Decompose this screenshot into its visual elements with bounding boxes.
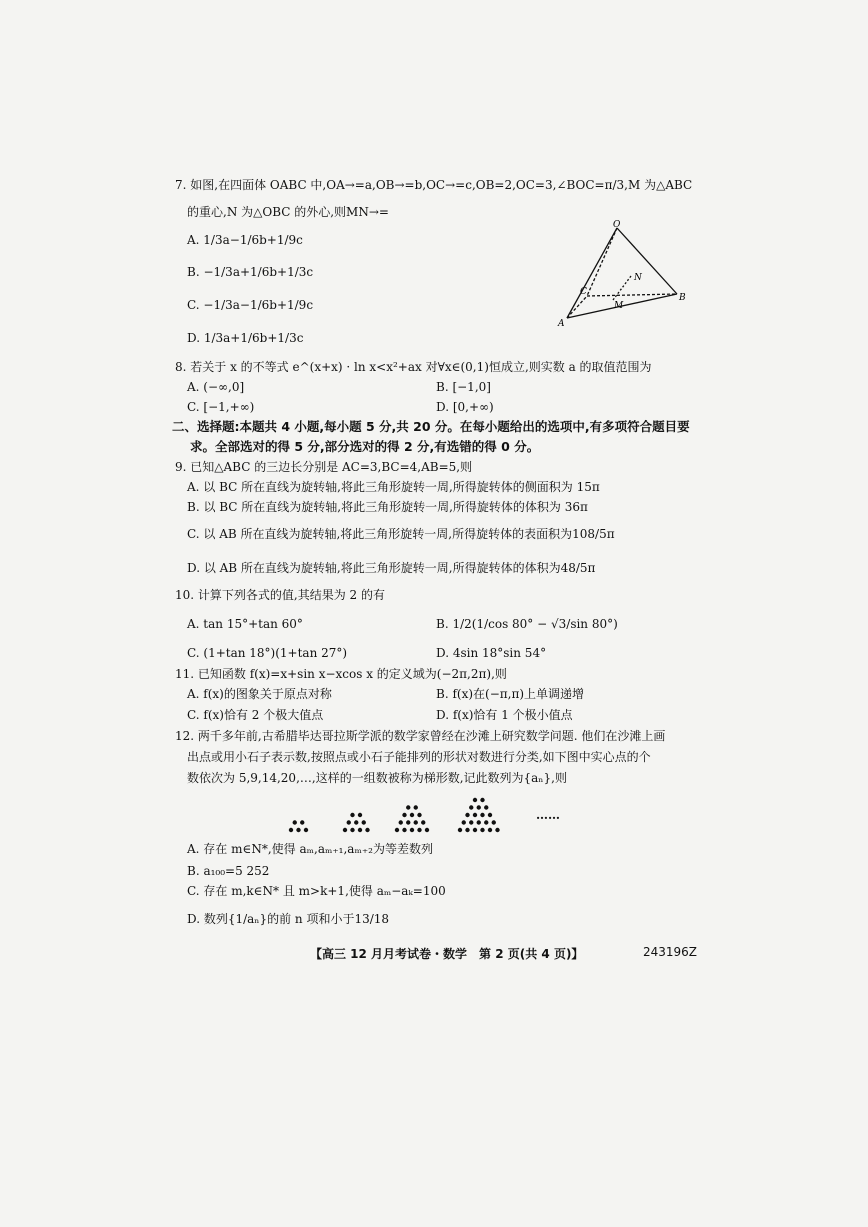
trapezoid-dots-figure (285, 786, 575, 836)
q9-option-c: C. 以 AB 所在直线为旋转轴,将此三角形旋转一周,所得旋转体的表面积为108/5π (187, 527, 615, 541)
dot (465, 828, 469, 832)
segment-mn (613, 276, 631, 300)
q11-option-c: C. f(x)恰有 2 个极大值点 (187, 708, 324, 722)
q8-option-b: B. [−1,0] (436, 380, 491, 394)
edge-oc (587, 228, 617, 296)
dot-figure-4 (458, 798, 500, 832)
q9-option-a: A. 以 BC 所在直线为旋转轴,将此三角形旋转一周,所得旋转体的侧面积为 15π (187, 480, 600, 494)
q8-option-d: D. [0,+∞) (436, 400, 494, 414)
dot (473, 813, 477, 817)
dot (417, 828, 421, 832)
dot (458, 828, 462, 832)
q11-option-b: B. f(x)在(−π,π)上单调递增 (436, 687, 585, 701)
dot (293, 820, 297, 824)
dot (484, 805, 488, 809)
dot (354, 820, 358, 824)
q12-stem-line2: 出点或用小石子表示数,按照点或小石子能排列的形状对数进行分类,如下图中实心点的个 (187, 750, 651, 764)
dot (417, 813, 421, 817)
dot (358, 828, 362, 832)
q10-option-d: D. 4sin 18°sin 54° (436, 646, 547, 660)
q8-option-a: A. (−∞,0] (187, 380, 245, 394)
edge-oa (567, 228, 617, 318)
dot-figure-2 (343, 813, 370, 832)
dot (395, 828, 399, 832)
q12-option-d: D. 数列{1/aₙ}的前 n 项和小于13/18 (187, 912, 390, 926)
section2-line2: 求。全部选对的得 5 分,部分选对的得 2 分,有选错的得 0 分。 (190, 439, 540, 454)
dot (477, 820, 481, 824)
dot (350, 813, 354, 817)
q9-stem: 9. 已知△ABC 的三边长分别是 AC=3,BC=4,AB=5,则 (175, 460, 473, 474)
footer-code: 243196Z (643, 945, 698, 959)
q12-stem-line3: 数依次为 5,9,14,20,…,这样的一组数被称为梯形数,记此数列为{aₙ},则 (187, 771, 567, 785)
dot (477, 805, 481, 809)
q12-stem-line1: 12. 两千多年前,古希腊毕达哥拉斯学派的数学家曾经在沙滩上研究数学问题. 他们在沙滩上画 (175, 729, 666, 743)
dot (402, 813, 406, 817)
label-m: M (614, 301, 624, 311)
edge-cb (587, 294, 677, 296)
dot (343, 828, 347, 832)
dot (492, 820, 496, 824)
dot (362, 820, 366, 824)
q7-stem-line2: 的重心,N 为△OBC 的外心,则MN→= (187, 205, 389, 219)
dot (300, 820, 304, 824)
dot (473, 798, 477, 802)
dot (484, 820, 488, 824)
dot (469, 805, 473, 809)
edge-ob (617, 228, 677, 294)
dot (365, 828, 369, 832)
q10-option-b: B. 1/2(1/cos 80° − √3/sin 80°) (436, 617, 618, 631)
section2-line1: 二、选择题:本题共 4 小题,每小题 5 分,共 20 分。在每小题给出的选项中,有多项符合题目要 (172, 419, 690, 434)
dot (473, 828, 477, 832)
q10-option-a: A. tan 15°+tan 60° (187, 617, 303, 631)
dot (402, 828, 406, 832)
q12-option-c: C. 存在 m,k∈N* 且 m>k+1,使得 aₘ−aₖ=100 (187, 884, 446, 898)
dot (421, 820, 425, 824)
dot (469, 820, 473, 824)
dot (406, 805, 410, 809)
dot (414, 805, 418, 809)
q11-option-d: D. f(x)恰有 1 个极小值点 (436, 708, 573, 722)
q10-option-c: C. (1+tan 18°)(1+tan 27°) (187, 646, 348, 660)
dot (304, 828, 308, 832)
footer-title: 【高三 12 月月考试卷・数学 第 2 页(共 4 页)】 (310, 947, 584, 961)
dots-ellipsis: …… (536, 808, 560, 822)
label-c: C (580, 287, 587, 297)
dot (480, 798, 484, 802)
q12-option-b: B. a₁₀₀=5 252 (187, 864, 270, 878)
q7-option-c: C. −1/3a−1/6b+1/9c (187, 298, 314, 312)
tetrahedron-figure (555, 218, 695, 330)
label-a: A (558, 319, 565, 329)
dot (495, 828, 499, 832)
dot (480, 813, 484, 817)
dot (350, 828, 354, 832)
dot (425, 828, 429, 832)
dot (480, 828, 484, 832)
dot (410, 813, 414, 817)
dot (462, 820, 466, 824)
q8-stem: 8. 若关于 x 的不等式 e^(x+x) · ln x<x²+ax 对∀x∈(0,1)恒成立,则实数 a 的取值范围为 (175, 360, 652, 374)
q7-option-d: D. 1/3a+1/6b+1/3c (187, 331, 304, 345)
q8-option-c: C. [−1,+∞) (187, 400, 255, 414)
dot (414, 820, 418, 824)
dot (410, 828, 414, 832)
dot (465, 813, 469, 817)
q9-option-d: D. 以 AB 所在直线为旋转轴,将此三角形旋转一周,所得旋转体的体积为48/5π (187, 561, 596, 575)
label-n: N (634, 273, 642, 283)
dot (488, 828, 492, 832)
label-b: B (679, 293, 686, 303)
dot (347, 820, 351, 824)
q11-option-a: A. f(x)的图象关于原点对称 (187, 687, 332, 701)
q10-stem: 10. 计算下列各式的值,其结果为 2 的有 (175, 588, 385, 602)
dot-figure-3 (395, 805, 429, 832)
dot (296, 828, 300, 832)
q12-option-a: A. 存在 m∈N*,使得 aₘ,aₘ₊₁,aₘ₊₂为等差数列 (187, 842, 433, 856)
q7-stem-line1: 7. 如图,在四面体 OABC 中,OA→=a,OB→=b,OC→=c,OB=2,OC=3,∠BOC=π/3,M 为△ABC (175, 178, 693, 192)
dot (358, 813, 362, 817)
label-o: O (613, 220, 621, 230)
q11-stem: 11. 已知函数 f(x)=x+sin x−xcos x 的定义域为(−2π,2π),则 (175, 667, 507, 681)
q7-option-a: A. 1/3a−1/6b+1/9c (187, 233, 303, 247)
dot (399, 820, 403, 824)
dot (289, 828, 293, 832)
q7-option-b: B. −1/3a+1/6b+1/3c (187, 265, 314, 279)
dot (488, 813, 492, 817)
dot-figure-1 (289, 820, 308, 832)
q9-option-b: B. 以 BC 所在直线为旋转轴,将此三角形旋转一周,所得旋转体的体积为 36π (187, 500, 588, 514)
dot (406, 820, 410, 824)
